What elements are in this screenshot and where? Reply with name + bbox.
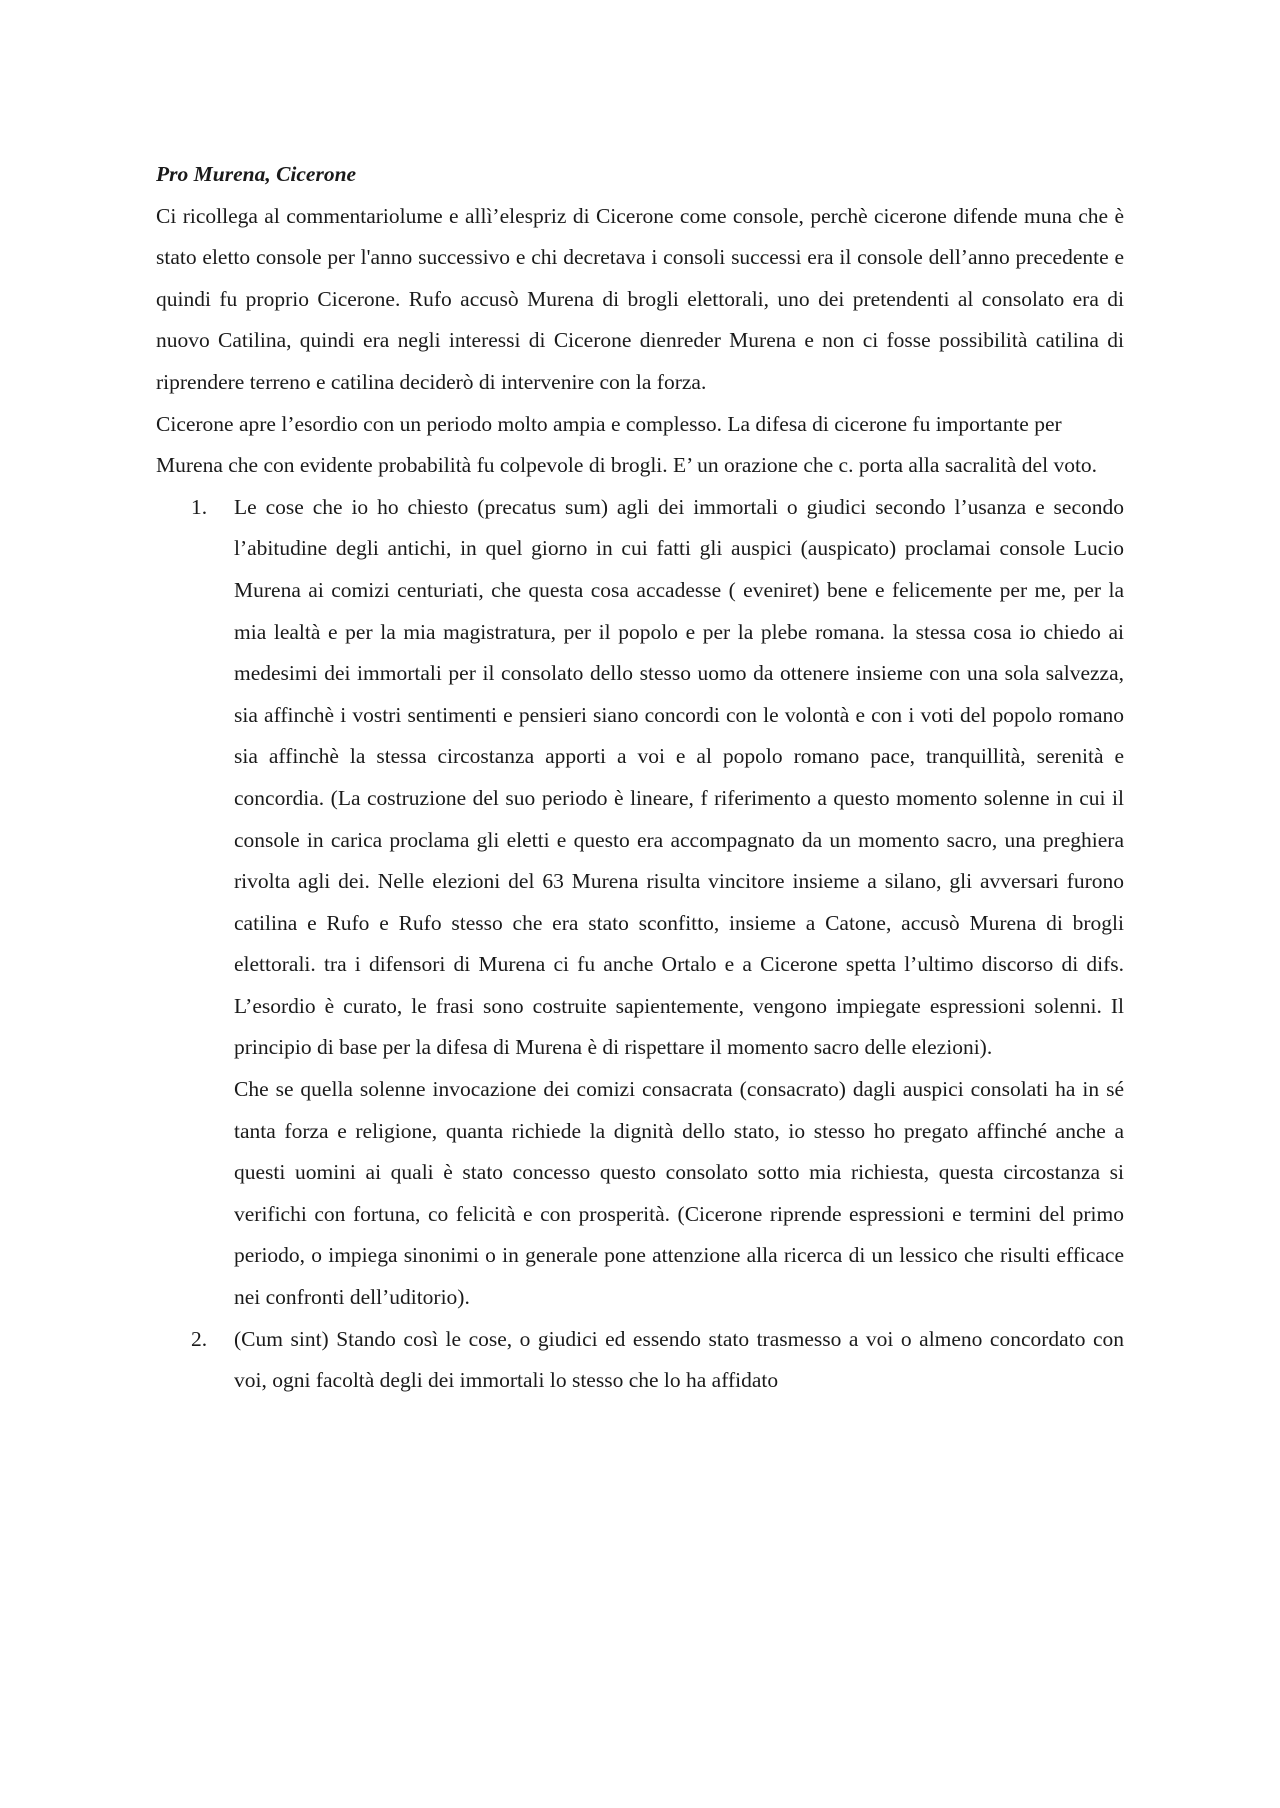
intro-paragraph: Ci ricollega al commentariolume e allì’elespriz di Cicerone come console, perchè cicerone difende muna che è stato eletto console per l'anno successivo e chi decretava i consoli successi era il console dell’anno precedente e quindi fu proprio Cicerone. Rufo accusò Murena di brogli elettorali, uno dei pretendenti al consolato era di nuovo Catilina, quindi era negli interessi di Cicerone dienreder Murena e non ci fosse possibilità catilina di riprendere terreno e catilina deciderò di intervenire con la forza. <box>156 203 1124 394</box>
list-item <box>156 487 1124 1319</box>
list-item-paragraph: Le cose che io ho chiesto (precatus sum) agli dei immortali o giudici secondo l’usanza e secondo l’abitudine degli antichi, in quel giorno in cui fatti gli auspici (auspicato) proclamai console Lucio Murena ai comizi centuriati, che questa cosa accadesse ( eveniret) bene e felicemente per me, per la mia lealtà e per la mia magistratura, per il popolo e per la plebe romana. la stessa cosa io chiedo ai medesimi dei immortali per il consolato dello stesso uomo da ottenere insieme con una sola salvezza, sia affinchè i vostri sentimenti e pensieri siano concordi con le volontà e con i voti del popolo romano sia affinchè la stessa circostanza apporti a voi e al popolo romano pace, tranquillità, serenità e concordia. (La costruzione del suo periodo è lineare, f riferimento a questo momento solenne in cui il console in carica proclama gli eletti e questo era accompagnato da un momento sacro, una preghiera rivolta agli dei. Nelle elezioni del 63 Murena risulta vincitore insieme a silano, gli avversari furono catilina e Rufo e Rufo stesso che era stato sconfitto, insieme a Catone, accusò Murena di brogli elettorali. tra i difensori di Murena ci fu anche Ortalo e a Cicerone spetta l’ultimo discorso di difs. L’esordio è curato, le frasi sono costruite sapientemente, vengono impiegate espressioni solenni. Il principio di base per la difesa di Murena è di rispettare il momento sacro delle elezioni). <box>234 494 1124 1060</box>
list-item-number: 2. <box>191 1326 208 1351</box>
list-item-paragraph: (Cum sint) Stando così le cose, o giudici ed essendo stato trasmesso a voi o almeno concordato con voi, ogni facoltà degli dei immortali lo stesso che lo ha affidato <box>234 1326 1124 1393</box>
document-title: Pro Murena, Cicerone <box>156 162 357 186</box>
list-item-paragraph: Che se quella solenne invocazione dei comizi consacrata (consacrato) dagli auspici consolati ha in sé tanta forza e religione, quanta richiede la dignità dello stato, io stesso ho pregato affinché anche a questi uomini ai quali è stato concesso questo consolato sotto mia richiesta, questa circostanza si verifichi con fortuna, co felicità e con prosperità. (Cicerone riprende espressioni e termini del primo periodo, o impiega sinonimi o in generale pone attenzione alla ricerca di un lessico che risulti efficace nei confronti dell’uditorio). <box>234 1077 1124 1310</box>
intro-paragraph: Cicerone apre l’esordio con un periodo molto ampia e complesso. La difesa di cicerone fu importante per Murena che con evidente probabilità fu colpevole di brogli. E’ un orazione che c. porta alla sacralità del voto. <box>156 411 1098 478</box>
list-item <box>156 1319 1124 1402</box>
document-page <box>156 154 1124 1402</box>
numbered-list <box>156 487 1124 1402</box>
list-item-number: 1. <box>191 494 208 519</box>
